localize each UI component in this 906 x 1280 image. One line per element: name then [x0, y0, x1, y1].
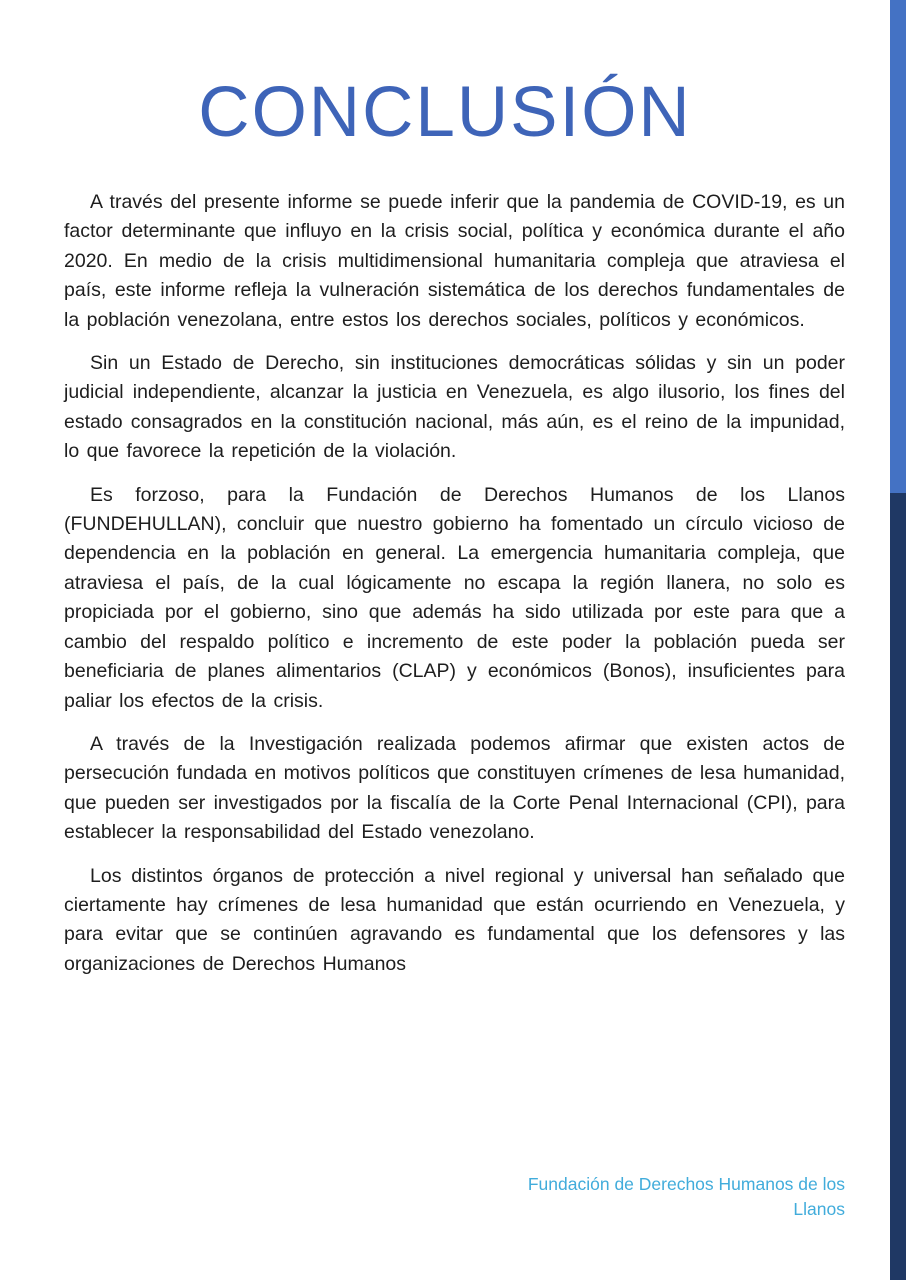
body-paragraph-3: Es forzoso, para la Fundación de Derechos Humanos de los Llanos (FUNDEHULLAN), concluir que nuestro gobierno ha fomentado un círculo vicioso de dependencia en la población en general. La emergencia humanitaria compleja, que atraviesa el país, de la cual lógicamente no escapa la región llanera, no solo es propiciada por el gobierno, sino que además ha sido utilizada por este para que a cambio del respaldo político e incremento de este poder la población pueda ser beneficiaria de planes alimentarios (CLAP) y económicos (Bonos), insuficientes para paliar los efectos de la crisis.	[64, 483, 845, 712]
document-body	[64, 188, 845, 993]
body-paragraph-1: A través del presente informe se puede inferir que la pandemia de COVID-19, es un factor determinante que influyo en la crisis social, política y económica durante el año 2020. En medio de la crisis multidimensional humanitaria compleja que atraviesa el país, este informe refleja la vulneración sistemática de los derechos fundamentales de la población venezolana, entre estos los derechos sociales, políticos y económicos.	[64, 191, 845, 331]
right-accent-bar-bottom	[890, 493, 906, 1280]
body-paragraph-5: Los distintos órganos de protección a nivel regional y universal han señalado que ciertamente hay crímenes de lesa humanidad que están ocurriendo en Venezuela, y para evitar que se continúen agravando es fundamental que los defensores y las organizaciones de Derechos Humanos	[64, 864, 845, 975]
footer-organization-name: Fundación de Derechos Humanos de los Llanos	[527, 1174, 845, 1219]
right-accent-bar-top	[890, 0, 906, 493]
body-paragraph-4: A través de la Investigación realizada podemos afirmar que existen actos de persecución fundada en motivos políticos que constituyen crímenes de lesa humanidad, que pueden ser investigados por la fiscalía de la Corte Penal Internacional (CPI), para establecer la responsabilidad del Estado venezolano.	[64, 732, 845, 844]
page-title: CONCLUSIÓN	[198, 73, 692, 152]
body-paragraph-2: Sin un Estado de Derecho, sin instituciones democráticas sólidas y sin un poder judicial independiente, alcanzar la justicia en Venezuela, es algo ilusorio, los fines del estado consagrados en la constitución nacional, más aún, es el reino de la impunidad, lo que favorece la repetición de la violación.	[64, 352, 845, 463]
